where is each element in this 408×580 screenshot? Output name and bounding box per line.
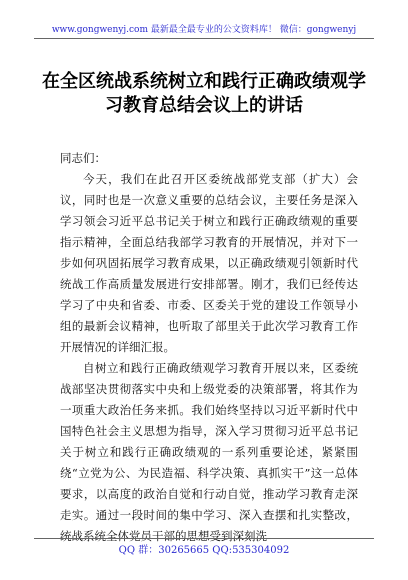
- title-line-1: 在全区统战系统树立和践行正确政绩观学: [42, 71, 366, 92]
- footer-text: QQ 群：30265665 QQ:535304092: [118, 545, 290, 556]
- header-text: www.gongwenyj.com 最新最全最专业的公文资料库！ 微信：gongwenyj: [51, 25, 357, 35]
- paragraph-1: 今天，我们在此召开区委统战部党支部（扩大）会议，同时也是一次意义重要的总结会议，主要任务是深入学习领会习近平总书记关于树立和践行正确政绩观的重要指示精神，全面总结我部学习教育的开展情况，并对下一步如何巩固拓展学习教育成果，以正确政绩观引领新时代统战工作高质量发展进行安排部署。刚才，我们已经传达学习了中央和省委、市委、区委关于党的建设工作领导小组的最新会议精神，也听取了部里关于此次学习教育工作开展情况的详细汇报。: [60, 172, 358, 354]
- document-title: [34, 70, 374, 118]
- salutation: 同志们：: [60, 151, 106, 165]
- paragraph-2: 自树立和践行正确政绩观学习教育开展以来，区委统战部坚决贯彻落实中央和上级党委的决策部署，将其作为一项重大政治任务来抓。我们始终坚持以习近平新时代中国特色社会主义思想为指导，深入学习贯彻习近平总书记关于树立和践行正确政绩观的一系列重要论述，紧紧围绕“立党为公、为民造福、科学决策、真抓实干”这一总体要求，以高度的政治自觉和行动自觉，推动学习教育走深走实。通过一段时间的集中学习、深入查摆和扎实整改，统战系统全体党员干部的思想受到深刻洗: [60, 361, 358, 543]
- header-divider: [34, 38, 374, 39]
- page-footer: [34, 544, 374, 558]
- page-header: [34, 24, 374, 44]
- document-body: [60, 148, 358, 547]
- footer-divider: [34, 538, 374, 539]
- title-line-2: 习教育总结会议上的讲话: [105, 95, 303, 116]
